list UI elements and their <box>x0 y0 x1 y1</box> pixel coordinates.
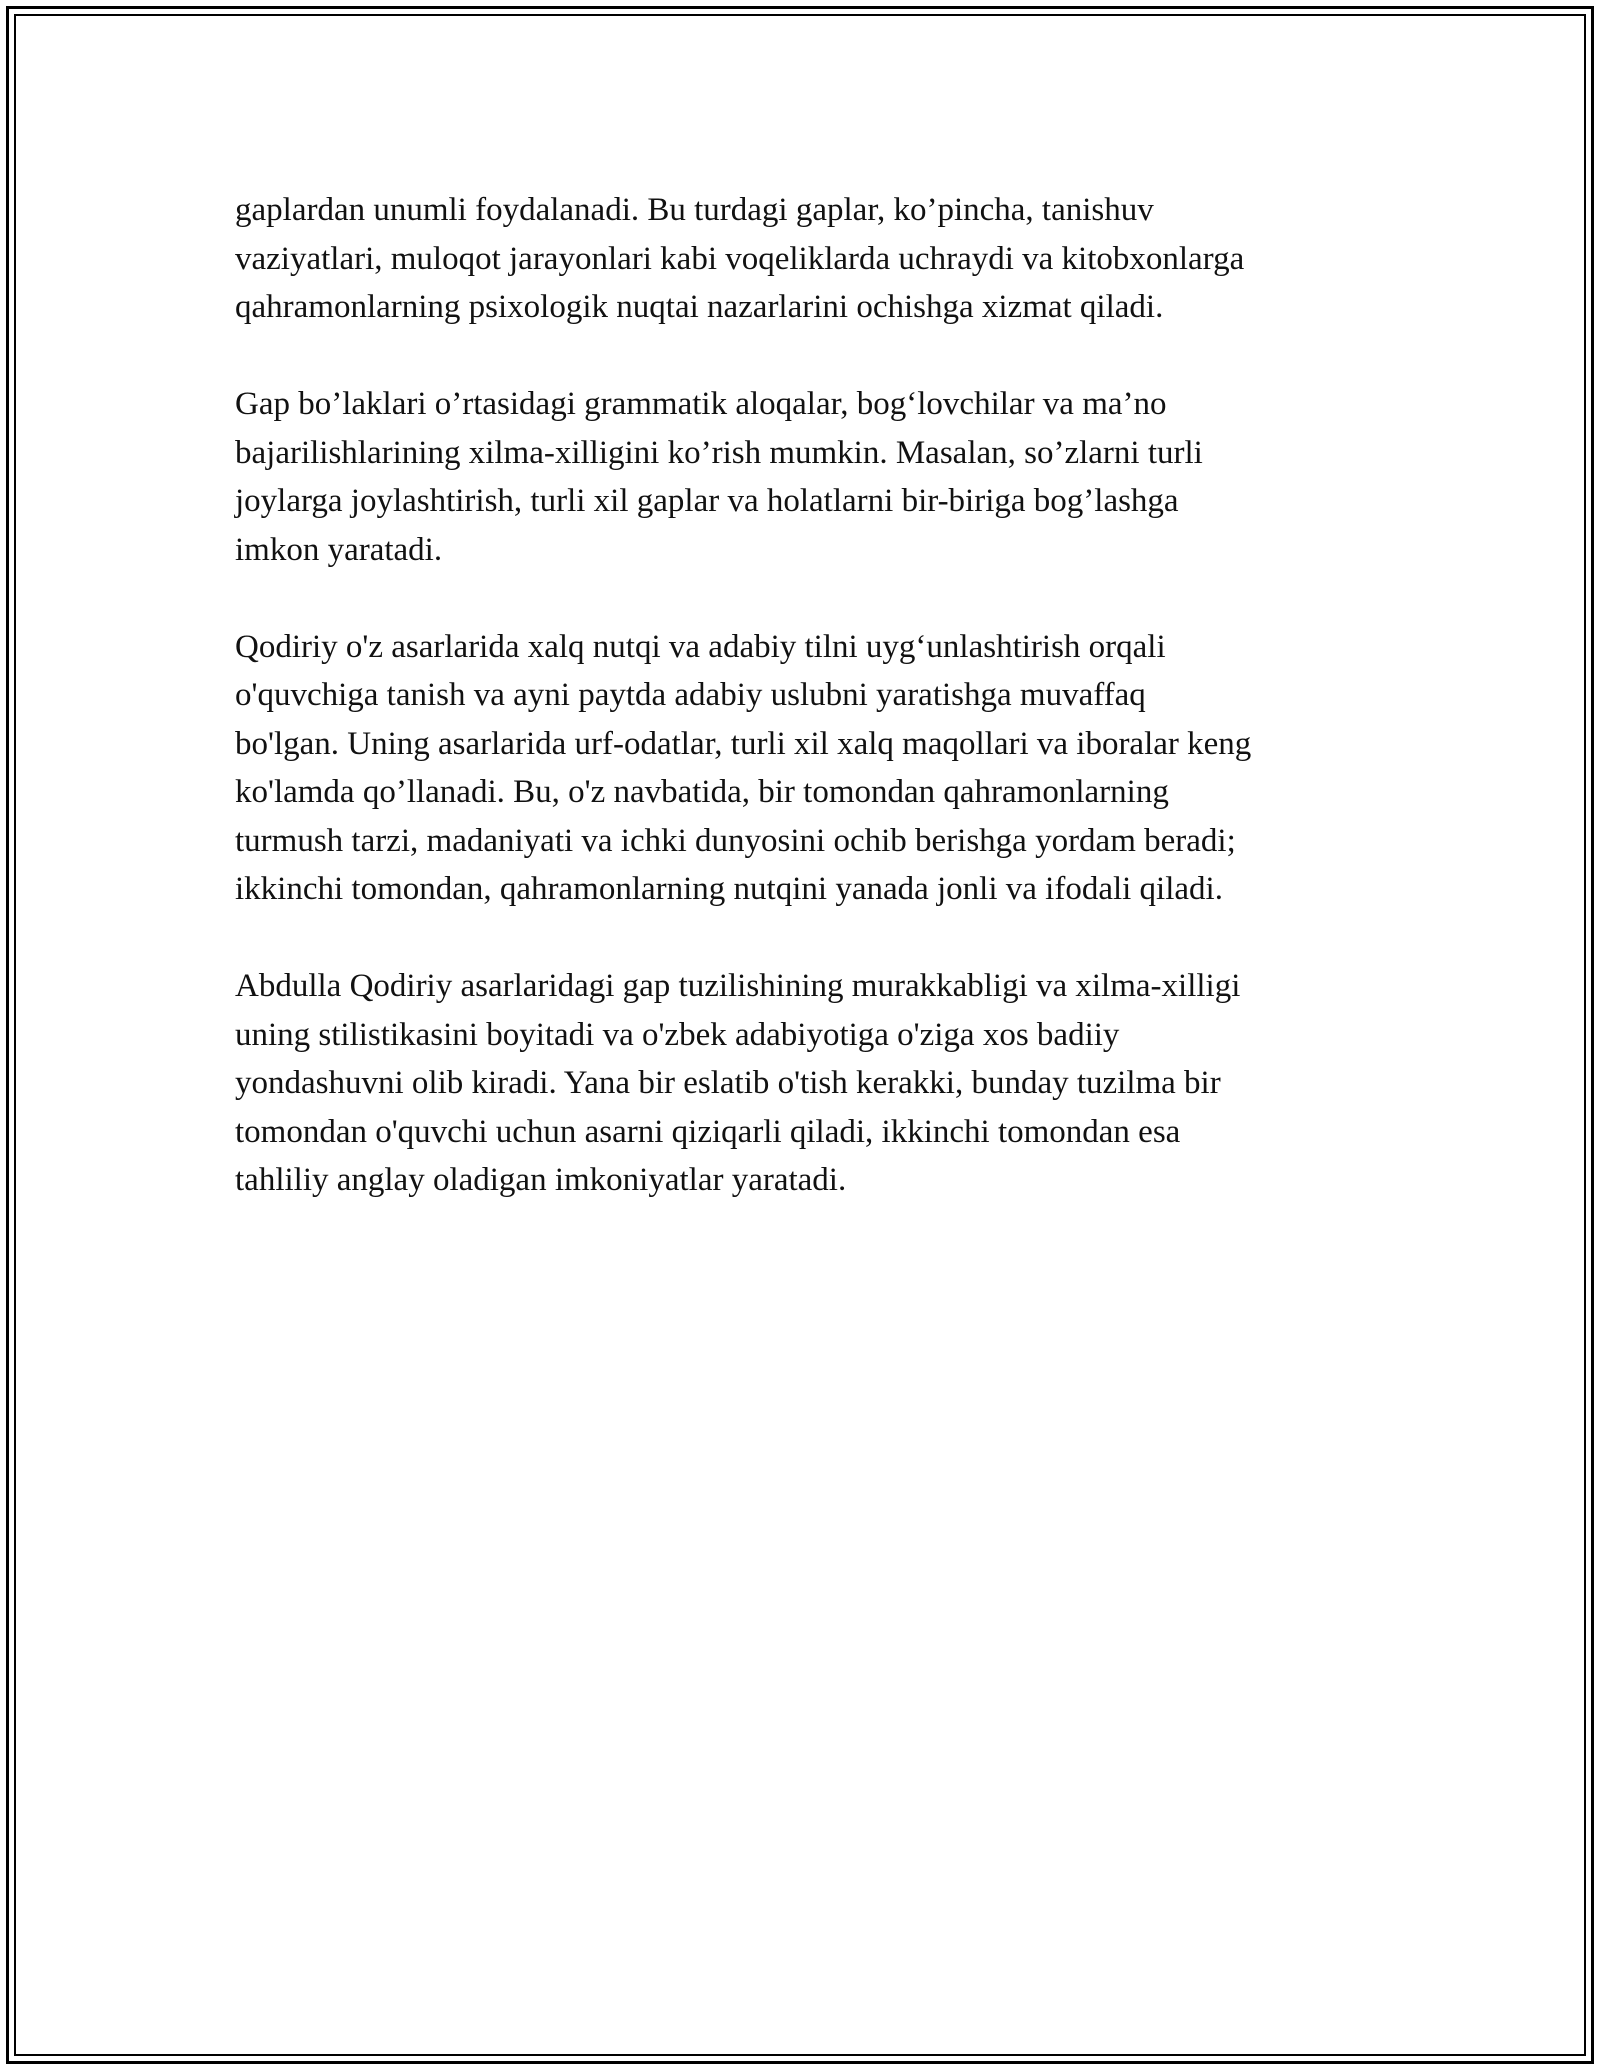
text-line: Qodiriy o'z asarlarida xalq nutqi va adabiy tilni uyg‘unlashtirish orqali <box>235 628 1166 665</box>
paragraph-2 <box>235 380 1375 574</box>
text-line: vaziyatlari, muloqot jarayonlari kabi voqeliklarda uchraydi va kitobxonlarga <box>235 240 1245 277</box>
document-body <box>235 186 1375 1253</box>
paragraph-4 <box>235 962 1375 1205</box>
paragraph-3 <box>235 623 1375 914</box>
paragraph-1 <box>235 186 1375 332</box>
text-line: tahliliy anglay oladigan imkoniyatlar yaratadi. <box>235 1162 847 1198</box>
text-line: bajarilishlarining xilma-xilligini ko’rish mumkin. Masalan, so’zlarni turli <box>235 434 1203 471</box>
text-line: ikkinchi tomondan, qahramonlarning nutqini yanada jonli va ifodali qiladi. <box>235 871 1223 907</box>
text-line: ko'lamda qo’llanadi. Bu, o'z navbatida, bir tomondan qahramonlarning <box>235 774 1169 810</box>
text-line: gaplardan unumli foydalanadi. Bu turdagi gaplar, ko’pincha, tanishuv <box>235 192 1154 228</box>
text-line: turmush tarzi, madaniyati va ichki dunyosini ochib berishga yordam beradi; <box>235 822 1236 859</box>
text-line: tomondan o'quvchi uchun asarni qiziqarli qiladi, ikkinchi tomondan esa <box>235 1113 1181 1150</box>
text-line: Abdulla Qodiriy asarlaridagi gap tuzilishining murakkabligi va xilma-xilligi <box>235 968 1241 1004</box>
text-line: o'quvchiga tanish va ayni paytda adabiy uslubni yaratishga muvaffaq <box>235 677 1146 713</box>
text-line: bo'lgan. Uning asarlarida urf-odatlar, turli xil xalq maqollari va iboralar keng <box>235 725 1252 762</box>
text-line: yondashuvni olib kiradi. Yana bir eslatib o'tish kerakki, bunday tuzilma bir <box>235 1065 1221 1101</box>
text-line: uning stilistikasini boyitadi va o'zbek adabiyotiga o'ziga xos badiiy <box>235 1016 1120 1053</box>
text-line: imkon yaratadi. <box>235 531 443 568</box>
text-line: Gap bo’laklari o’rtasidagi grammatik aloqalar, bog‘lovchilar va ma’no <box>235 386 1167 422</box>
text-line: joylarga joylashtirish, turli xil gaplar va holatlarni bir-biriga bog’lashga <box>235 483 1179 519</box>
text-line: qahramonlarning psixologik nuqtai nazarlarini ochishga xizmat qiladi. <box>235 289 1164 325</box>
